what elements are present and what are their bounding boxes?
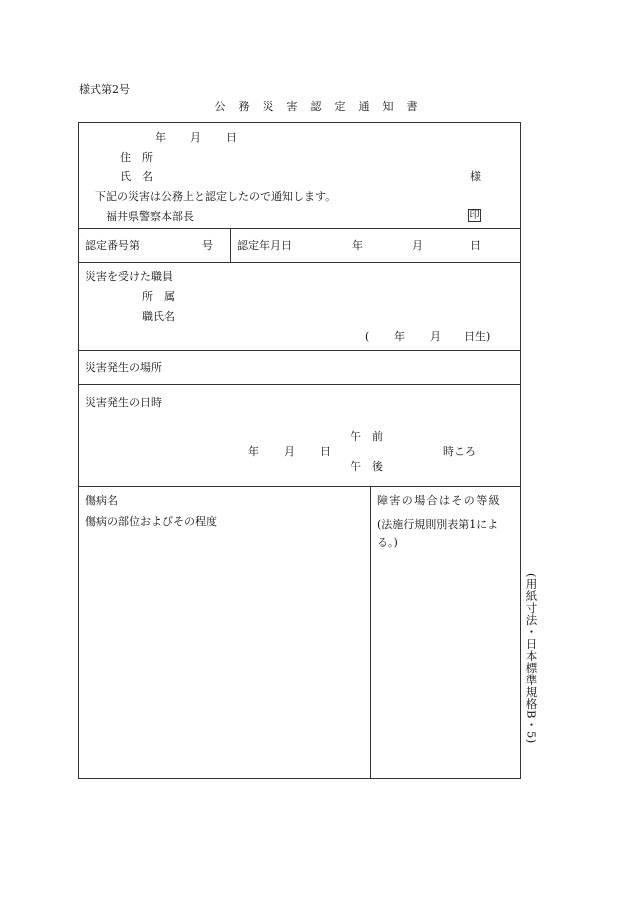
cert-date-label: 認定年月日 — [237, 239, 292, 252]
issuer: 福井県警察本部長 — [106, 210, 194, 223]
notice-text: 下記の災害は公務上と認定したので通知します。 — [95, 190, 337, 203]
seal-stamp: 印 — [469, 210, 480, 221]
divider — [78, 350, 521, 351]
datetime-day: 日 — [320, 445, 331, 458]
birth-open: ( — [365, 330, 370, 343]
header-year: 年 — [155, 131, 166, 144]
employee-heading: 災害を受けた職員 — [85, 270, 173, 283]
title-char: 定 — [334, 100, 346, 113]
name-label: 氏 名 — [120, 170, 153, 183]
title-char: 務 — [238, 100, 250, 113]
title-char: 認 — [310, 100, 322, 113]
title-char: 書 — [406, 100, 418, 113]
injury-part-label: 傷病の部位およびその程度 — [85, 515, 217, 528]
title-char: 通 — [358, 100, 370, 113]
pm-label: 午 後 — [350, 460, 383, 473]
header-month: 月 — [190, 131, 201, 144]
am-label: 午 前 — [350, 430, 383, 443]
datetime-month: 月 — [284, 445, 295, 458]
cert-number-suffix: 号 — [202, 239, 213, 252]
document-title — [208, 101, 424, 112]
disability-label: 障害の場合はその等級 — [377, 494, 501, 507]
injury-name-label: 傷病名 — [85, 494, 118, 507]
affiliation-label: 所 属 — [142, 290, 175, 303]
birth-year: 年 — [394, 330, 405, 343]
divider — [230, 228, 231, 262]
title-char: 公 — [214, 100, 226, 113]
honorific: 様 — [470, 170, 481, 183]
title-char: 災 — [262, 100, 274, 113]
divider — [78, 486, 521, 487]
cert-month: 月 — [412, 239, 423, 252]
datetime-year: 年 — [248, 445, 259, 458]
form-number: 様式第2号 — [79, 83, 130, 96]
paper-size-note: (用紙寸法・日本標準規格B・5) — [524, 573, 539, 744]
title-char: 知 — [382, 100, 394, 113]
title-char: 害 — [286, 100, 298, 113]
birth-suffix: 日生) — [464, 330, 491, 343]
header-day: 日 — [226, 131, 237, 144]
approx-time: 時ころ — [443, 445, 476, 458]
cert-day: 日 — [470, 239, 481, 252]
cert-number-label: 認定番号第 — [85, 239, 140, 252]
divider — [78, 228, 521, 229]
divider — [78, 384, 521, 385]
datetime-heading: 災害発生の日時 — [85, 396, 162, 409]
divider — [78, 262, 521, 263]
birth-month: 月 — [430, 330, 441, 343]
location-label: 災害発生の場所 — [85, 361, 162, 374]
address-label: 住 所 — [120, 151, 153, 164]
employee-name-label: 職氏名 — [142, 310, 175, 323]
disability-note: (法施行規則別表第1による。) — [377, 518, 499, 549]
divider — [370, 486, 371, 779]
cert-year: 年 — [352, 239, 363, 252]
